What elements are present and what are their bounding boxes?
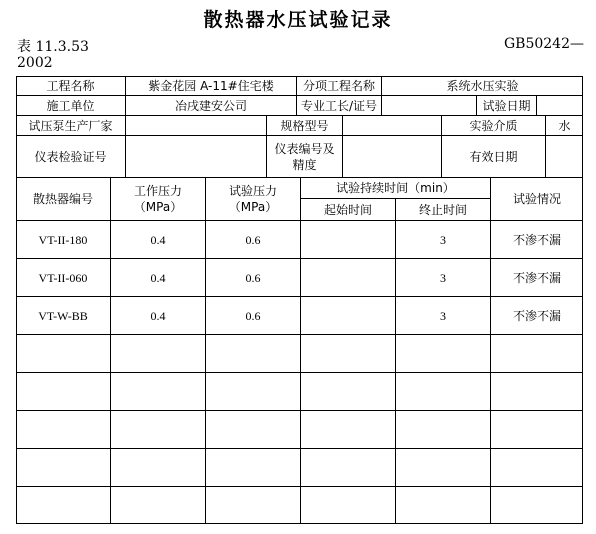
cell-result — [491, 449, 583, 486]
foreman-value — [382, 96, 476, 116]
cell-work-pressure — [111, 487, 205, 524]
cell-end-time — [396, 487, 490, 524]
cell-start-time — [301, 449, 395, 486]
cell-end-time — [396, 335, 490, 372]
col-work-pressure-line1: 工作压力 — [133, 184, 182, 198]
col-test-pressure-unit: （MPa） — [228, 200, 278, 214]
col-test-pressure — [206, 178, 300, 220]
instrument-cert-label: 仪表检验证号 — [34, 150, 107, 164]
cell-work-pressure — [111, 449, 205, 486]
cell-work-pressure: 0.4 — [150, 232, 166, 247]
subproject-label: 分项工程名称 — [302, 79, 375, 93]
instrument-no-label-line1: 仪表编号及 — [274, 142, 335, 156]
cell-radiator-no — [16, 373, 110, 410]
cell-start-time — [301, 373, 395, 410]
instrument-no-label — [267, 136, 342, 178]
col-result: 试验情况 — [512, 192, 561, 206]
project-name-value: 紫金花园 A-11#住宅楼 — [148, 79, 274, 93]
cell-result: 不渗不漏 — [512, 232, 561, 247]
model-label: 规格型号 — [280, 119, 329, 133]
cell-radiator-no — [16, 411, 110, 448]
cell-end-time: 3 — [440, 270, 446, 285]
col-radiator-no: 散热器编号 — [32, 192, 93, 206]
document-title: 散热器水压试验记录 — [203, 9, 393, 31]
cell-result: 不渗不漏 — [512, 270, 561, 285]
cell-end-time: 3 — [440, 308, 446, 323]
cell-test-pressure — [206, 487, 300, 524]
col-work-pressure-unit: （MPa） — [133, 200, 183, 214]
cell-test-pressure: 0.6 — [245, 270, 261, 285]
cell-end-time — [396, 449, 490, 486]
cell-start-time — [301, 259, 395, 296]
standard-code: GB50242— — [503, 36, 584, 52]
cell-work-pressure: 0.4 — [150, 308, 166, 323]
cell-start-time — [301, 221, 395, 258]
cell-end-time — [396, 411, 490, 448]
cell-work-pressure — [111, 335, 205, 372]
col-end-time: 终止时间 — [418, 202, 467, 217]
cell-start-time — [301, 411, 395, 448]
cell-end-time: 3 — [440, 232, 446, 247]
cell-start-time — [301, 335, 395, 372]
cell-radiator-no — [16, 487, 110, 524]
medium-value: 水 — [558, 119, 571, 133]
subproject-value: 系统水压实验 — [446, 79, 519, 93]
cell-test-pressure — [206, 335, 300, 372]
instrument-no-value — [343, 136, 441, 178]
cell-work-pressure — [111, 373, 205, 410]
cell-start-time — [301, 297, 395, 334]
construction-unit-label: 施工单位 — [46, 99, 95, 113]
cell-result — [491, 373, 583, 410]
col-duration: 试验持续时间（min） — [336, 181, 455, 195]
instrument-no-label-line2: 精度 — [292, 158, 317, 172]
cell-result — [491, 335, 583, 372]
cell-work-pressure — [111, 411, 205, 448]
cell-test-pressure — [206, 411, 300, 448]
foreman-label: 专业工长/证号 — [300, 99, 378, 113]
valid-date-value — [546, 136, 583, 178]
pump-maker-label: 试压泵生产厂家 — [28, 119, 113, 133]
construction-unit-value: 冶戌建安公司 — [174, 99, 247, 113]
pump-maker-value — [126, 116, 266, 136]
col-test-pressure-line1: 试验压力 — [228, 184, 277, 198]
cell-end-time — [396, 373, 490, 410]
table-year: 2002 — [17, 55, 53, 71]
instrument-cert-value — [126, 136, 266, 178]
cell-start-time — [301, 487, 395, 524]
cell-radiator-no: VT-W-BB — [38, 308, 88, 323]
project-name-label: 工程名称 — [46, 79, 95, 93]
cell-radiator-no — [16, 449, 110, 486]
cell-radiator-no: VT-II-180 — [38, 232, 88, 247]
cell-result: 不渗不漏 — [512, 308, 561, 323]
model-value — [343, 116, 441, 136]
cell-result — [491, 487, 583, 524]
test-date-value — [537, 96, 583, 116]
cell-test-pressure: 0.6 — [245, 232, 261, 247]
col-work-pressure — [111, 178, 205, 220]
cell-test-pressure — [206, 449, 300, 486]
valid-date-label: 有效日期 — [469, 150, 518, 164]
col-start-time: 起始时间 — [323, 202, 372, 217]
cell-test-pressure: 0.6 — [245, 308, 261, 323]
medium-label: 实验介质 — [469, 119, 518, 133]
cell-result — [491, 411, 583, 448]
test-date-label: 试验日期 — [482, 99, 531, 113]
cell-work-pressure: 0.4 — [150, 270, 166, 285]
table-number: 表 11.3.53 — [17, 39, 89, 55]
cell-radiator-no — [16, 335, 110, 372]
cell-test-pressure — [206, 373, 300, 410]
record-table — [16, 76, 583, 524]
cell-radiator-no: VT-II-060 — [38, 270, 88, 285]
